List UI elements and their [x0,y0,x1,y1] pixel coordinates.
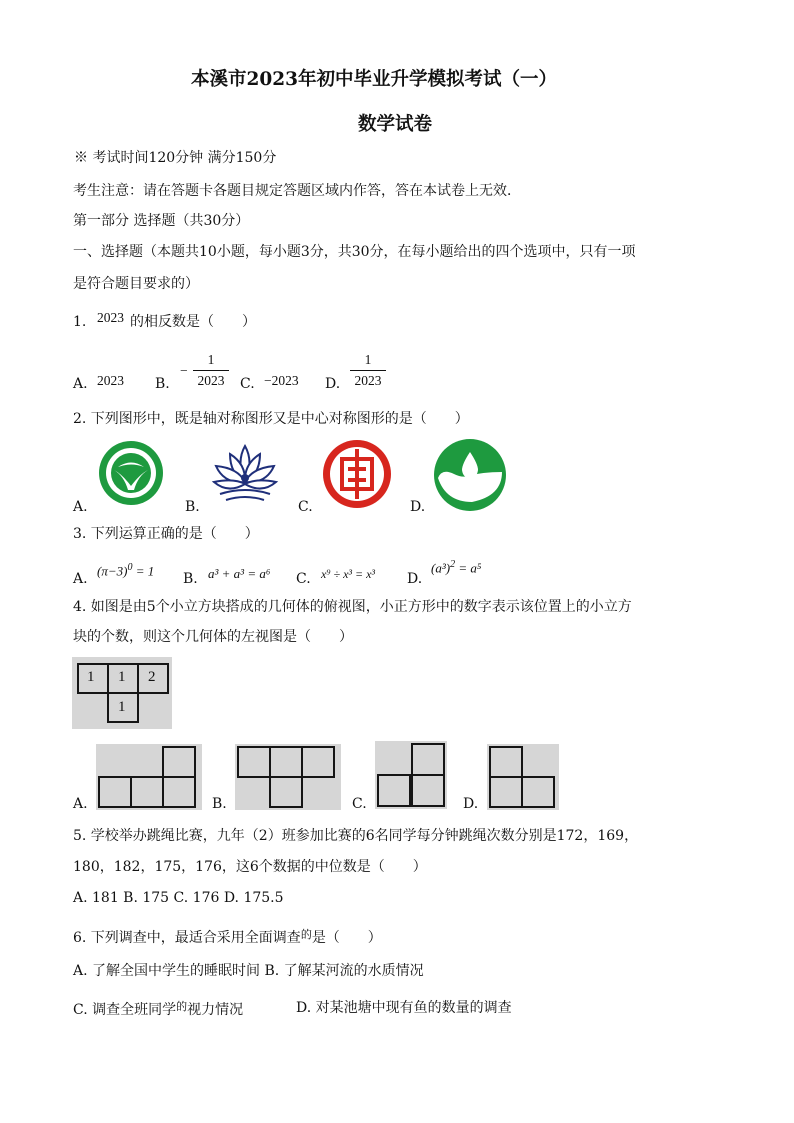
q6-option-c-particle: 的 [176,1000,188,1013]
q4-option-a-figure [96,744,202,810]
q1-option-c: −2023 [264,373,299,388]
q3-option-a-exponent: 0 [127,562,133,573]
q4-grid-cell-1: 1 [87,669,95,685]
q3-option-a-rhs: = 1 [132,563,155,579]
q6-option-c-part2: 视力情况 [187,1002,244,1018]
section-instructions-line1: 一、选择题（本题共10小题，每小题3分，共30分，在每小题给出的四个选项中，只有一项 [73,244,636,260]
q6-stem-particle: 的 [300,928,312,941]
q3-option-d-base: (a³) [431,560,451,576]
q3-stem: 3. 下列运算正确的是（ ） [73,526,259,542]
q5-options: A. 181 B. 175 C. 176 D. 175.5 [73,890,284,906]
q3-option-d-rhs: = a⁵ [455,560,482,576]
page-subtitle: 数学试卷 [358,114,433,135]
q2-option-d-label: D. [410,499,426,515]
q4-grid-cell-4: 1 [118,699,126,715]
q3-option-d [431,560,481,574]
q1-option-b-label: B. [155,376,170,392]
q4-option-b-label: B. [212,796,227,812]
q1-option-d-denominator: 2023 [354,373,382,388]
q1-option-d-label: D. [325,376,341,392]
q5-stem-line2: 180，182，175，176，这6个数据的中位数是（ ） [73,859,427,875]
q6-option-c [73,1001,243,1017]
q2-stem: 2. 下列图形中，既是轴对称图形又是中心对称图形的是（ ） [73,411,469,427]
q4-stem-line1: 4. 如图是由5个小立方块搭成的几何体的俯视图，小正方形中的数字表示该位置上的小立方 [73,599,632,615]
bank-logo-icon [322,439,392,509]
q3-option-d-label: D. [407,571,423,587]
q6-stem-part2: 是（ ） [311,930,382,946]
q6-option-c-part1: C. 调查全班同学 [73,1002,177,1018]
q2-option-b-label: B. [185,499,200,515]
q2-option-c-label: C. [298,499,313,515]
q1-option-b-sign: − [180,363,188,378]
q4-option-d-figure [487,744,559,810]
q1-option-c-label: C. [240,376,255,392]
q1-value: 2023 [97,310,124,325]
q1-option-a-label: A. [73,376,88,392]
q5-stem-line1: 5. 学校举办跳绳比赛，九年（2）班参加比赛的6名同学每分钟跳绳次数分别是172，169， [73,828,639,844]
q2-option-a-label: A. [73,499,88,515]
q6-options-row1: A. 了解全国中学生的睡眠时间 B. 了解某河流的水质情况 [73,963,424,979]
q4-option-c-label: C. [352,796,367,812]
water-drop-logo-icon [432,438,508,512]
q3-option-c: x⁹ ÷ x³ = x³ [321,567,376,581]
q3-option-b: a³ + a³ = a⁶ [208,566,271,581]
q4-grid-cell-3: 2 [148,669,156,685]
q1-option-b-fraction [193,352,229,389]
q4-option-d-label: D. [463,796,479,812]
q1-option-b-numerator: 1 [207,352,215,367]
q4-top-view-figure [72,657,172,729]
green-food-logo-icon [98,440,164,506]
q3-option-b-label: B. [183,571,198,587]
q4-stem-line2: 块的个数，则这个几何体的左视图是（ ） [73,629,353,645]
q6-stem [73,929,382,945]
q1-option-d-fraction [350,352,386,389]
q3-option-a [97,563,154,577]
q1-number: 1. [73,314,87,330]
q1-option-a: 2023 [97,373,124,388]
q1-stem: 的相反数是（ ） [130,314,256,330]
q3-option-a-label: A. [73,571,88,587]
q3-option-c-label: C. [296,571,311,587]
section-instructions-line2: 是符合题目要求的） [73,276,199,292]
lotus-logo-icon [210,440,280,504]
q6-option-d: D. 对某池塘中现有鱼的数量的调查 [296,1000,512,1016]
q1-option-d-numerator: 1 [364,352,372,367]
q1-option-b-denominator: 2023 [197,373,225,388]
q3-option-a-base: (π−3) [97,563,128,579]
page-title: 本溪市2023年初中毕业升学模拟考试（一） [191,69,557,90]
exam-time-note: ※ 考试时间120分钟 满分150分 [74,150,277,166]
candidate-notice: 考生注意：请在答题卡各题目规定答题区域内作答，答在本试卷上无效． [73,183,521,199]
q4-option-c-figure [375,741,447,809]
q3-option-d-exponent: 2 [450,559,456,570]
q4-grid-cell-2: 1 [118,669,126,685]
part-heading: 第一部分 选择题（共30分） [73,213,250,229]
q4-option-b-figure [235,744,341,810]
q6-stem-part1: 6. 下列调查中，最适合采用全面调查 [73,930,301,946]
q4-option-a-label: A. [73,796,88,812]
